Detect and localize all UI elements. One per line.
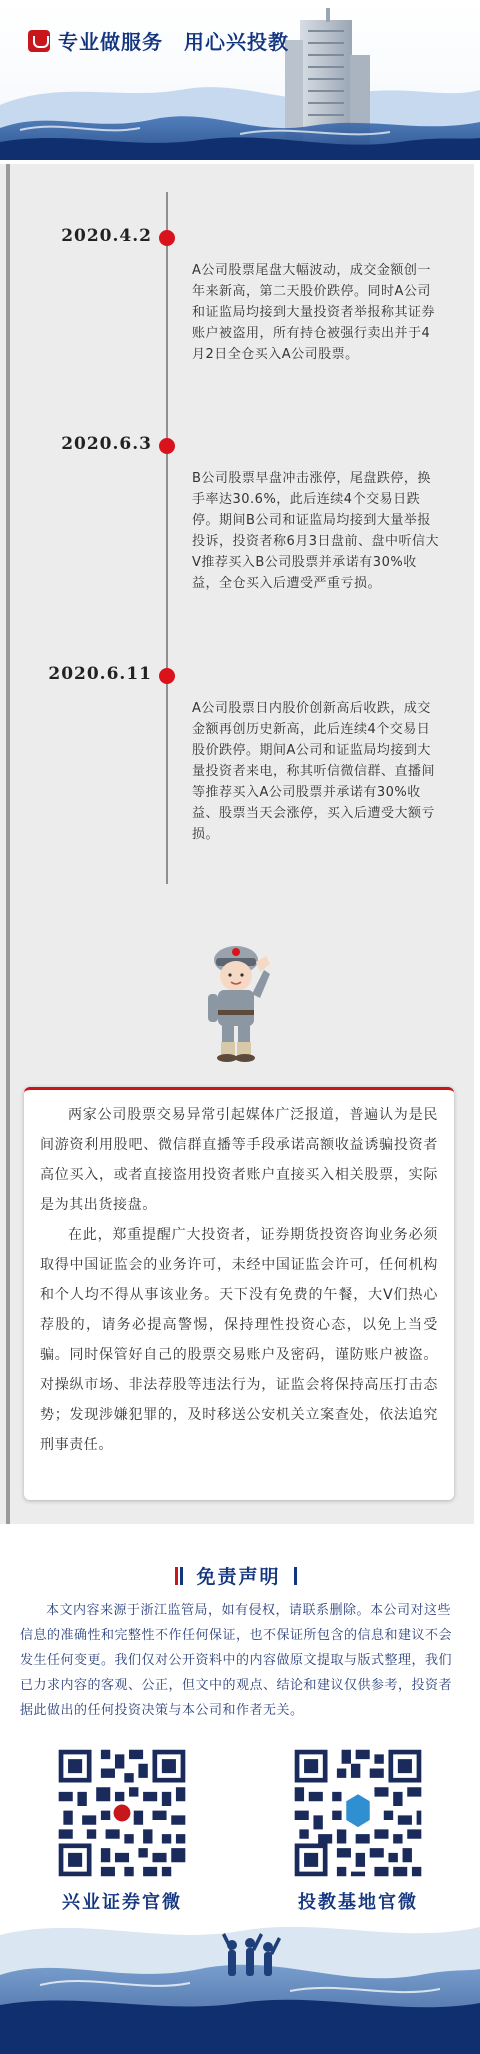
notice-card xyxy=(24,1087,454,1500)
banner-slogan: 专业做服务 用心兴投教 xyxy=(58,30,289,54)
timeline-date: 2020.6.3 xyxy=(61,434,152,454)
mountain-landscape-illustration xyxy=(0,0,480,160)
timeline-date: 2020.6.11 xyxy=(48,664,152,684)
timeline-text: A公司股票日内股价创新高后收跌，成交金额再创历史新高，此后连续4个交易日股价跌停。期间A公司和证监局均接到大量投资者来电，称其听信微信群、直播间等推荐买入A公司股票并承诺有30%收益、股票当天会涨停，买入后遭受大额亏损。 xyxy=(192,701,436,842)
notice-paragraph: 两家公司股票交易异常引起媒体广泛报道，普遍认为是民间游资利用股吧、微信群直播等手段承诺高额收益诱骗投资者高位买入，或者直接盗用投资者账户直接买入相关股票，实际是为其出货接盘。 xyxy=(40,1107,438,1213)
notice-paragraph: 在此，郑重提醒广大投资者，证券期货投资咨询业务必须取得中国证监会的业务许可，未经中国证监会许可，任何机构和个人均不得从事该业务。天下没有免费的午餐，大V们热心荐股的，请务必提高警惕，保持理性投资心态，以免上当受骗。同时保管好自己的股票交易账户及密码，谨防账户被盗。对操纵市场、非法荐股等违法行为，证监会将保持高压打击态势；发现涉嫌犯罪的，及时移送公安机关立案查处，依法追究刑事责任。 xyxy=(40,1227,438,1453)
timeline-dot-icon xyxy=(159,668,175,684)
police-mascot-illustration xyxy=(200,936,280,1066)
timeline-dot-icon xyxy=(159,230,175,246)
disclaimer-heading xyxy=(0,1562,480,1589)
qr-label: 兴业证券官微 xyxy=(62,1892,182,1913)
header-banner xyxy=(0,0,480,160)
title-bar-icon xyxy=(180,1567,183,1585)
timeline-text: B公司股票早盘冲击涨停，尾盘跌停，换手率达30.6%，此后连续4个交易日跌停。期间B公司和证监局均接到大量举报投诉，投资者称6月3日盘前、盘中听信大V推荐买入B公司股票并承诺有30%收益，全仓买入后遭受严重亏损。 xyxy=(192,471,440,591)
timeline-dot-icon xyxy=(159,438,175,454)
qr-code-icon[interactable] xyxy=(54,1745,190,1881)
timeline-line xyxy=(166,192,168,884)
title-bar-icon xyxy=(294,1567,297,1585)
qr-label: 投教基地官微 xyxy=(298,1892,418,1913)
disclaimer-text: 本文内容来源于浙江监管局，如有侵权，请联系删除。本公司对这些信息的准确性和完整性不作任何保证，也不保证所包含的信息和建议不会发生任何变更。我们仅对公开资料中的内容做原文提取与版式整理，我们已力求内容的客观、公正，但文中的观点、结论和建议仅供参考，投资者据此做出的任何投资决策与本公司和作者无关。 xyxy=(20,1603,453,1718)
footer-landscape-illustration xyxy=(0,1905,480,2054)
title-bar-icon xyxy=(175,1567,178,1585)
disclaimer-title: 免责声明 xyxy=(196,1566,281,1588)
panel-right-edge xyxy=(474,164,480,1524)
timeline-date: 2020.4.2 xyxy=(61,226,152,246)
timeline-text: A公司股票尾盘大幅波动，成交金额创一年来新高，第二天股价跌停。同时A公司和证监局均接到大量投资者举报称其证券账户被盗用，所有持仓被强行卖出并于4月2日全仓买入A公司股票。 xyxy=(192,263,436,362)
panel-left-bar xyxy=(6,164,10,1524)
qr-code-icon[interactable] xyxy=(290,1745,426,1881)
brand-logo-icon xyxy=(28,30,50,52)
